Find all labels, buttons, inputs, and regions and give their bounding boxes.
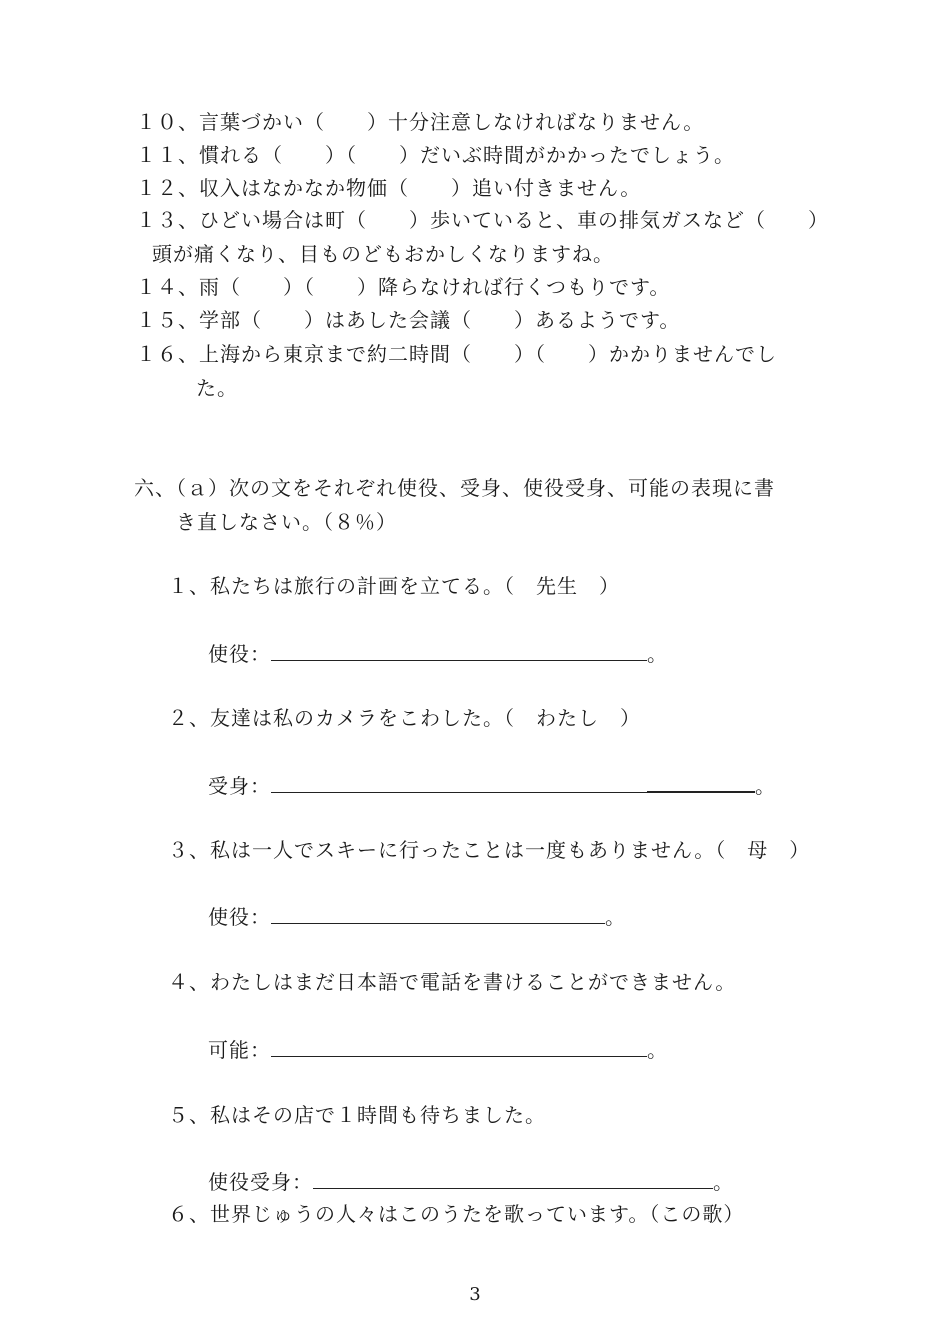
- question-14: １４、雨（ ）（ ）降らなければ行くつもりです。: [136, 275, 671, 299]
- exercise-5-answer-blank[interactable]: [313, 1170, 713, 1189]
- exercise-1-label: 使役：: [208, 642, 271, 666]
- exercise-2-answer-blank-extension[interactable]: [647, 773, 755, 793]
- question-16: １６、上海から東京まで約二時間（ ）（ ）かかりませんでし: [136, 342, 777, 366]
- exercise-2-label: 受身：: [208, 774, 271, 798]
- section-6-heading-continued: き直しなさい。（８％）: [176, 510, 397, 534]
- exercise-2-sentence: ２、友達は私のカメラをこわした。（ わたし ）: [168, 706, 641, 730]
- exercise-5-answer-row: [208, 1168, 734, 1196]
- page-number: 3: [469, 1284, 481, 1305]
- exercise-5-sentence: ５、私はその店で１時間も待ちました。: [168, 1103, 546, 1127]
- exercise-3-answer-blank[interactable]: [271, 905, 605, 924]
- section-6-heading: 六、（ａ）次の文をそれぞれ使役、受身、使役受身、可能の表現に書: [134, 476, 775, 500]
- exercise-5-period: 。: [713, 1170, 734, 1194]
- question-10: １０、言葉づかい（ ）十分注意しなければなりません。: [136, 110, 705, 134]
- question-13: １３、ひどい場合は町（ ）歩いていると、車の排気ガスなど（ ）: [136, 208, 829, 232]
- question-13-continued: 頭が痛くなり、目ものどもおかしくなりますね。: [152, 242, 614, 266]
- exercise-5-label: 使役受身：: [208, 1170, 313, 1194]
- exercise-2-answer-row: [208, 772, 776, 800]
- exercise-1-answer-blank[interactable]: [271, 642, 647, 661]
- exercise-4-answer-row: [208, 1036, 668, 1064]
- exercise-4-answer-blank[interactable]: [271, 1038, 647, 1057]
- exercise-3-sentence: ３、私は一人でスキーに行ったことは一度もありません。（ 母 ）: [168, 838, 811, 862]
- question-11: １１、慣れる（ ）（ ）だいぶ時間がかかったでしょう。: [136, 143, 735, 167]
- exercise-4-sentence: ４、わたしはまだ日本語で電話を書けることができません。: [168, 970, 737, 994]
- exercise-2-period: 。: [755, 774, 776, 798]
- question-15: １５、学部（ ）はあした会議（ ）あるようです。: [136, 308, 681, 332]
- exercise-3-period: 。: [605, 905, 626, 929]
- exercise-4-label: 可能：: [208, 1038, 271, 1062]
- question-12: １２、収入はなかなか物価（ ）追い付きません。: [136, 176, 642, 200]
- exercise-1-answer-row: [208, 640, 668, 668]
- exercise-3-answer-row: [208, 903, 626, 931]
- question-16-continued: た。: [196, 376, 238, 400]
- exercise-6-sentence: ６、世界じゅうの人々はこのうたを歌っています。（この歌）: [168, 1202, 745, 1226]
- exercise-4-period: 。: [647, 1038, 668, 1062]
- exercise-1-sentence: １、私たちは旅行の計画を立てる。（ 先生 ）: [168, 574, 620, 598]
- exercise-2-answer-blank[interactable]: [271, 774, 647, 793]
- exercise-3-label: 使役：: [208, 905, 271, 929]
- exercise-1-period: 。: [647, 642, 668, 666]
